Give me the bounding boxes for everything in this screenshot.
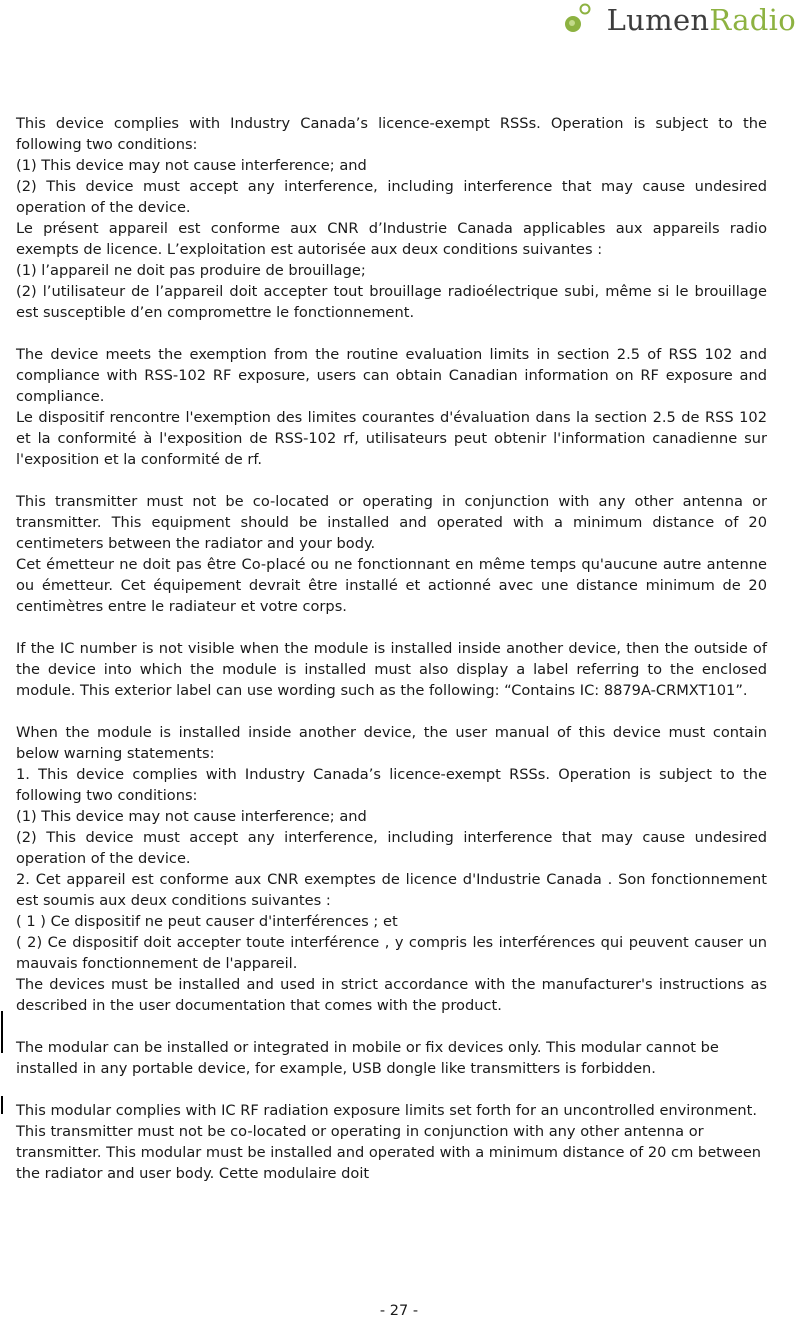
paragraph-gap bbox=[16, 470, 767, 491]
paragraph: Cet émetteur ne doit pas être Co-placé ou ne fonctionnant en même temps qu'aucune autre antenne ou émetteur. Cet équipement devrait être installé et actionné avec une distance minimum de 20 centimètres entre le radiateur et votre corps. bbox=[16, 556, 767, 615]
paragraph: ( 2) Ce dispositif doit accepter toute interférence , y compris les interférences qui peuvent causer un mauvais fonctionnement de l'appareil. bbox=[16, 934, 767, 972]
brand-logo bbox=[607, 3, 796, 37]
paragraph: 1. This device complies with Industry Canada’s licence-exempt RSSs. Operation is subject to the following two conditions: bbox=[16, 766, 767, 804]
paragraph-gap bbox=[16, 1016, 767, 1037]
paragraph: (1) This device may not cause interference; and bbox=[16, 157, 367, 174]
paragraph: This modular complies with IC RF radiation exposure limits set forth for an uncontrolled environment. This transmitter must not be co-located or operating in conjunction with any other antenna or transmitter. This modular must be installed and operated with a minimum distance of 20 cm between the radiator and user body. Cette modulaire doit bbox=[16, 1102, 762, 1182]
paragraph: Le présent appareil est conforme aux CNR d’Industrie Canada applicables aux appareils radio exempts de licence. L’exploitation est autorisée aux deux conditions suivantes : bbox=[16, 220, 767, 258]
revision-bar bbox=[1, 1011, 3, 1053]
paragraph: The device meets the exemption from the routine evaluation limits in section 2.5 of RSS 102 and compliance with RSS-102 RF exposure, users can obtain Canadian information on RF exposure and compliance. bbox=[16, 346, 767, 405]
paragraph-gap bbox=[16, 323, 767, 344]
paragraph: This device complies with Industry Canada’s licence-exempt RSSs. Operation is subject to the following two conditions: bbox=[16, 115, 767, 153]
paragraph-gap bbox=[16, 617, 767, 638]
document-body bbox=[16, 113, 767, 1184]
paragraph: 2. Cet appareil est conforme aux CNR exemptes de licence d'Industrie Canada . Son fonctionnement est soumis aux deux conditions suivantes : bbox=[16, 871, 767, 909]
paragraph: (2) l’utilisateur de l’appareil doit accepter tout brouillage radioélectrique subi, même si le brouillage est susceptible d’en compromettre le fonctionnement. bbox=[16, 283, 767, 321]
revision-bar bbox=[1, 1096, 3, 1114]
paragraph-gap bbox=[16, 701, 767, 722]
logo-word-lumen: Lumen bbox=[606, 3, 710, 37]
lumenradio-logo-icon bbox=[563, 2, 597, 38]
paragraph: When the module is installed inside another device, the user manual of this device must contain below warning statements: bbox=[16, 724, 767, 762]
paragraph: (1) l’appareil ne doit pas produire de brouillage; bbox=[16, 262, 366, 279]
paragraph: If the IC number is not visible when the module is installed inside another device, then the outside of the device into which the module is installed must also display a label referring to the enclosed module. This exterior label can use wording such as the following: “Contains IC: 8879A-CRMXT101”. bbox=[16, 640, 767, 699]
paragraph: The modular can be installed or integrated in mobile or fix devices only. This modular cannot be installed in any portable device, for example, USB dongle like transmitters is forbidden. bbox=[16, 1039, 719, 1077]
paragraph-gap bbox=[16, 1079, 767, 1100]
paragraph: (2) This device must accept any interference, including interference that may cause undesired operation of the device. bbox=[16, 829, 767, 867]
logo-word-radio: Radio bbox=[709, 3, 796, 37]
page-number: - 27 - bbox=[379, 1303, 419, 1319]
paragraph: This transmitter must not be co-located or operating in conjunction with any other antenna or transmitter. This equipment should be installed and operated with a minimum distance of 20 centimeters between the radiator and your body. bbox=[16, 493, 767, 552]
paragraph: (2) This device must accept any interference, including interference that may cause undesired operation of the device. bbox=[16, 178, 767, 216]
page-header bbox=[563, 0, 798, 40]
paragraph: Le dispositif rencontre l'exemption des limites courantes d'évaluation dans la section 2.5 de RSS 102 et la conformité à l'exposition de RSS-102 rf, utilisateurs peut obtenir l'information canadienne sur l'exposition et la conformité de rf. bbox=[16, 409, 767, 468]
page-footer bbox=[0, 1302, 798, 1320]
paragraph: ( 1 ) Ce dispositif ne peut causer d'interférences ; et bbox=[16, 913, 398, 930]
paragraph: The devices must be installed and used in strict accordance with the manufacturer's instructions as described in the user documentation that comes with the product. bbox=[16, 976, 767, 1014]
paragraph: (1) This device may not cause interference; and bbox=[16, 808, 367, 825]
